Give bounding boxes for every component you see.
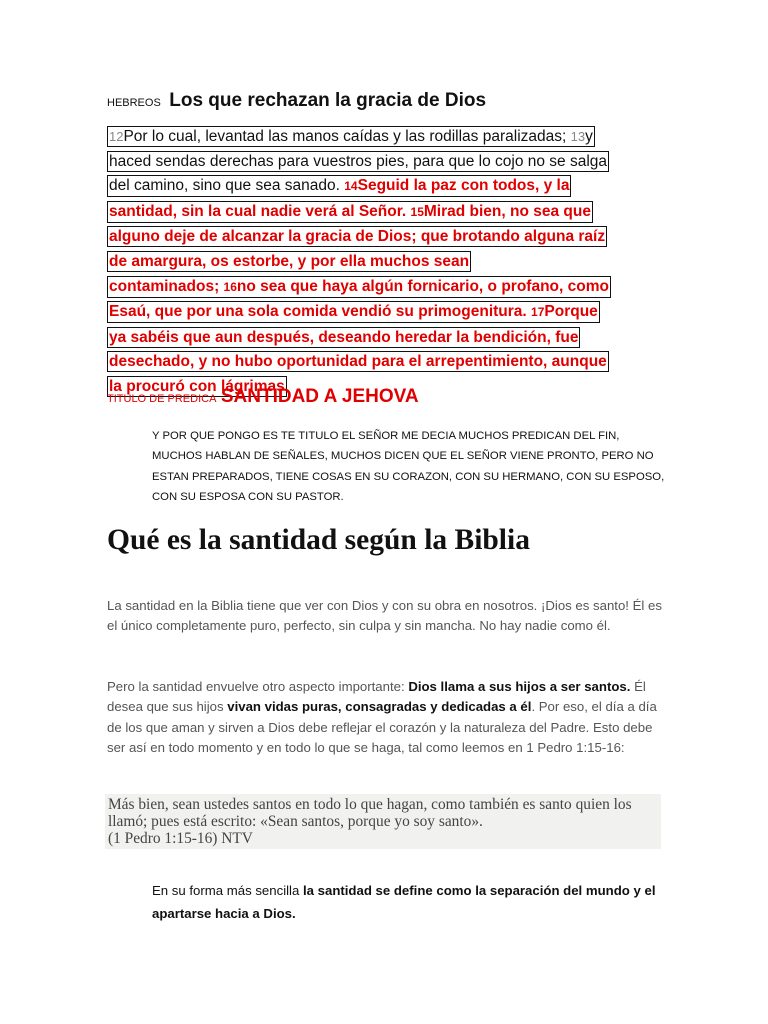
explanation-line: MUCHOS HABLAN DE SEÑALES, MUCHOS DICEN QUE EL SEÑOR VIENE PRONTO, PERO NO xyxy=(152,450,654,463)
explanation-line: ESTAN PREPARADOS, TIENE COSAS EN SU CORAZON, CON SU HERMANO, CON SU ESPOSO, xyxy=(152,470,665,483)
scripture-quote xyxy=(105,794,661,849)
verse-line xyxy=(107,351,609,372)
quote-text: Más bien, sean ustedes santos en todo lo que hagan, como también es santo quien los llamó; pues está escrito: «Sean santos, porque yo soy santo». xyxy=(108,796,632,830)
definition-emphasis: la santidad se define como la separación del mundo y el apartarse hacia a Dios. xyxy=(152,883,656,921)
verse-text: haced sendas derechas para vuestros pies, para que lo cojo no se salga xyxy=(109,152,608,170)
book-name: HEBREOS xyxy=(107,97,161,109)
verse-line xyxy=(107,126,595,147)
sermon-explanation xyxy=(152,426,672,507)
verse-number: 15 xyxy=(410,204,424,219)
verse-text: la procuró con lágrimas xyxy=(109,377,285,395)
definition-text: En su forma más sencilla xyxy=(152,883,303,898)
verse-line xyxy=(107,151,609,172)
verse-text: Mirad bien, no sea que xyxy=(423,202,591,220)
verse-number: 14 xyxy=(344,179,358,194)
verse-text: no sea que haya algún fornicario, o profano, como xyxy=(236,277,609,295)
verse-text: contaminados; xyxy=(109,277,220,295)
verse-text: Porque xyxy=(544,303,598,321)
verse-line xyxy=(107,327,580,348)
verse-text: desechado, y no hubo oportunidad para el arrepentimiento, aunque xyxy=(109,353,607,371)
verse-text: Esaú, que por una sola comida vendió su primogenitura. xyxy=(109,303,527,321)
verse-text: del camino, sino que sea sanado. xyxy=(109,177,340,195)
verse-text: alguno deje de alcanzar la gracia de Dios; que brotando alguna raíz xyxy=(109,228,606,246)
verse-number: 13 xyxy=(570,129,586,144)
verse-text: Seguid la paz con todos, y la xyxy=(357,177,570,195)
verse-line xyxy=(107,226,607,247)
verse-number: 12 xyxy=(109,129,124,144)
passage-header xyxy=(107,90,486,112)
sermon-title-line xyxy=(107,386,419,408)
explanation-line: Y POR QUE PONGO ES TE TITULO EL SEÑOR ME DECIA MUCHOS PREDICAN DEL FIN, xyxy=(152,430,620,442)
verse-line xyxy=(107,301,600,323)
paragraph-text: Pero la santidad envuelve otro aspecto importante: xyxy=(107,679,409,694)
verse-text: ya sabéis que aun después, deseando heredar la bendición, fue xyxy=(109,328,579,346)
verse-line xyxy=(107,251,471,272)
verse-text: Por lo cual, levantad las manos caídas y las rodillas paralizadas; xyxy=(123,128,567,145)
verse-text: y xyxy=(585,128,593,145)
paragraph-holiness-of-god: La santidad en la Biblia tiene que ver con Dios y con su obra en nosotros. ¡Dios es santo! Él es el único completamente puro, perfecto, sin culpa y sin mancha. No hay nadie como él. xyxy=(107,598,662,634)
article-heading: Qué es la santidad según la Biblia xyxy=(107,524,530,556)
verse-line xyxy=(107,276,611,298)
explanation-line: CON SU ESPOSA CON SU PASTOR. xyxy=(152,490,344,503)
sermon-label: TITULO DE PREDICA xyxy=(107,393,217,405)
holiness-definition xyxy=(152,879,672,925)
emphasis-text: vivan vidas puras, consagradas y dedicadas a él xyxy=(227,699,532,715)
quote-reference: (1 Pedro 1:15-16) NTV xyxy=(108,830,253,847)
sermon-title: SANTIDAD A JEHOVA xyxy=(220,386,419,407)
paragraph-text: . Por eso, el día a día de los que aman y sirven a Dios debe reflejar el corazón y la naturaleza del Padre. Esto debe ser así en todo momento y en todo lo que se haga, tal como leemos en 1 Pedro 1:15-16: xyxy=(107,699,657,755)
paragraph-call-to-holiness xyxy=(107,677,667,758)
passage-title: Los que rechazan la gracia de Dios xyxy=(169,90,487,111)
verse-text: santidad, sin la cual nadie verá al Señor. xyxy=(109,202,407,220)
verse-number: 16 xyxy=(223,279,237,294)
verse-number: 17 xyxy=(531,305,545,320)
verse-line xyxy=(107,175,571,197)
emphasis-text: Dios llama a sus hijos a ser santos. xyxy=(408,679,631,694)
verse-line xyxy=(107,201,593,223)
paragraph-text: Él desea que sus hijos xyxy=(107,679,646,715)
verse-text: de amargura, os estorbe, y por ella muchos sean xyxy=(109,252,470,270)
verse-passage xyxy=(107,126,667,401)
